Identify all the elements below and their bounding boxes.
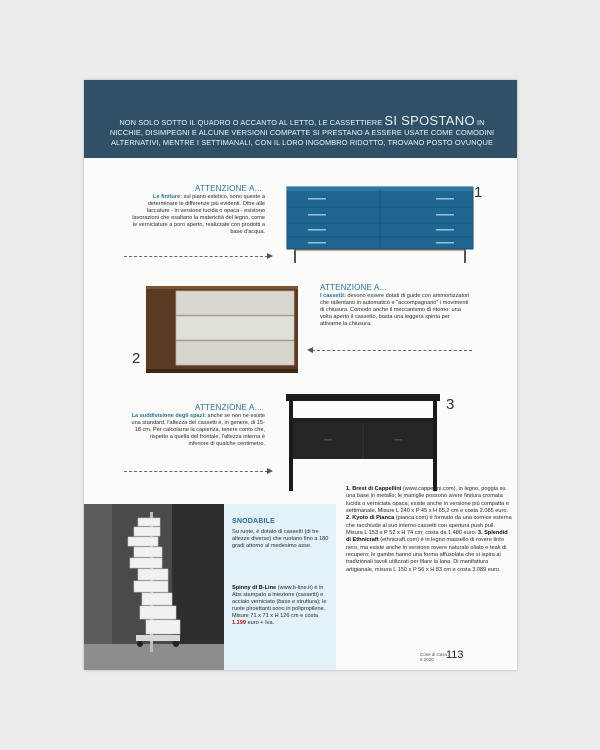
sidebar-body: Su ruote, è dotato di cassetti (di tre altezze diverse) che ruotano fino a 180 gradi attorno al medesimo asse.: [232, 529, 329, 549]
brest-dresser-image: [286, 185, 476, 265]
sidebar-product-desc: (www.b-line.it) è in Abs stampato a iniezione (cassetti) e acciaio verniciato (base e struttura); le ruote piroettanti sono in polipropilene. Misure 71 x 71 x H 126 cm e costa: [232, 585, 327, 619]
spinny-photo: [84, 504, 224, 670]
list-item-text: (pianca.com) è formato da una cornice esterna che racchiude al suo interno cassetti con apertura push pull. Misura L 153 x P 52 x H 74 cm; costa da 1.480 euro.: [346, 515, 512, 537]
product-number-2: 2: [132, 350, 141, 367]
sidebar-price: 1.199: [232, 620, 246, 626]
header-line1-post: IN: [477, 118, 485, 127]
header-intro: [96, 113, 508, 148]
tip1-arrow: [124, 256, 268, 257]
folio-date: 6 2020: [420, 657, 434, 662]
tip1-body: sul piano estetico, sono queste a determinare le differenze più evidenti. Oltre alle laccature - in versione lucida o opaca - esistono lavorazioni che esaltano la matericità del legno, come le verniciature a poro aperto, realizzate con prodotti a base d'acqua.: [132, 194, 265, 236]
header-line3: ALTERNATIVI, MENTRE I SETTIMANALI, CON IL LORO INGOMBRO RIDOTTO, TROVANO POSTO OVUNQUE: [110, 138, 493, 147]
tip2-body: devono essere dotati di guide con ammortizzatori che rallentano in automatico e "accompagnano" i movimenti di chiusura. Comodo anche il meccanismo di ritorno: una volta aperto il cassetto, basta una leggera spinta per attivarne la chiusura.: [320, 293, 470, 328]
header-highlight: SI SPOSTANO: [384, 113, 475, 128]
product-number-3: 3: [446, 396, 455, 413]
tip3-title: ATTENZIONE A...: [195, 403, 262, 412]
tip3-arrow: [124, 471, 268, 472]
tip3-text: [130, 413, 265, 448]
tip2-arrow: [312, 350, 472, 351]
sidebar-product-name: Spinny di B-Line: [232, 585, 277, 591]
list-item-name: 1. Brest di Cappellini: [346, 486, 402, 492]
kyoto-dresser-image: [146, 283, 301, 375]
magazine-page: [84, 80, 517, 670]
product-number-1: 1: [474, 184, 483, 201]
tip3-body: anche se non ne esiste una standard, l'altezza dei cassetti è, in genere, di 15-18 cm. Per calcolarne la capienza, tenere conto che, rispetto a quella del frontale, l'altezza interna è inferiore di qualche centimetro.: [131, 413, 265, 448]
sidebar-title: SNODABILE: [232, 518, 276, 525]
tip3-heading: La suddivisione degli spazi:: [131, 413, 206, 419]
header-line2: NICCHIE, DISIMPEGNI E ALCUNE VERSIONI COMPATTE SI PRESTANO A ESSERE USATE COME COMODINI: [109, 128, 495, 137]
list-item-name: 2. Kyoto di Pianca: [346, 515, 395, 522]
sidebar-product: [232, 585, 330, 627]
snodabile-box: [224, 504, 336, 670]
product-list: [346, 486, 512, 574]
list-item: [346, 486, 509, 514]
sidebar-price-suffix: euro + Iva.: [247, 620, 275, 626]
list-item-name: 3. Splendid di Ethnicraft: [346, 530, 508, 544]
tip1-title: ATTENZIONE A...: [195, 184, 262, 193]
list-item-text: (www.cappellini.com), in legno, poggia su una base in metallo; le maniglie possono avere finitura cromata lucida o verniciata opaca; esiste anche in versione più compatta e settimanale. Misure L 240 x P 45 x H 65,2 cm e costa 2.085 euro.: [346, 486, 509, 515]
tip1-text: [130, 194, 265, 237]
tip2-heading: I cassetti:: [320, 293, 346, 299]
header-line1-pre: NON SOLO SOTTO IL QUADRO O ACCANTO AL LETTO, LE CASSETTIERE: [119, 118, 383, 127]
header-band: [84, 80, 517, 158]
page-number: 113: [446, 649, 464, 661]
tip1-heading: Le finiture:: [153, 194, 182, 200]
list-item: [346, 530, 508, 573]
folio-magazine: Cose di Casa: [420, 652, 448, 657]
splendid-console-image: [284, 392, 444, 497]
list-item-text: (ethnicraft.com) è in legno massello di rovere tinto nero, ma esiste anche in versione rovere naturale oliato e teak di recupero; le gambe hanno una forma affusolata che si ispira ai tradizionali tavoli utilizzati per filare la lana. Di manifattura artigianale, misura L 150 x P 56 x H 83 cm e costa 3.089 euro.: [346, 537, 507, 573]
tip2-text: [320, 293, 470, 328]
folio: [420, 652, 447, 662]
tip2-title: ATTENZIONE A...: [320, 283, 387, 292]
